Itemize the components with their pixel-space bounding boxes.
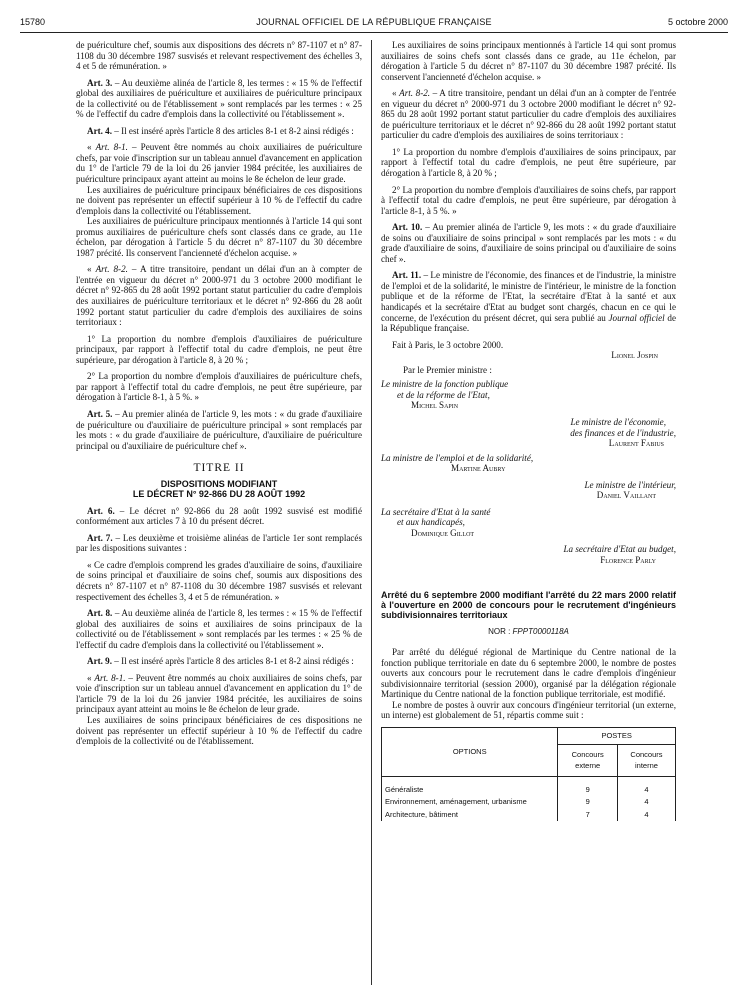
- article-8-2: « Art. 8-2. – A titre transitoire, pendant un délai d'un an à compter de l'entrée en vigueur du décret n° 2000-971 du 3 octobre 2000 modifiant le décret n° 92-865 du 28 août 1992 portant statut particulier du cadre d'emplois des auxiliaires de puériculture territoriaux et le décret n° 92-866 du 28 août 1992 portant statut particulier du cadre d'emplois des auxiliaires de soins territoriaux :: [76, 264, 362, 328]
- signature-jospin: Lionel Jospin: [611, 350, 658, 361]
- paragraph: de puériculture chef, soumis aux dispositions des décrets n° 87-1107 et n° 87-1108 du 30 décembre 1987 susvisés et relevant respectivement des échelles 3, 4 et 5 de rémunération. »: [76, 40, 362, 72]
- page-header: [20, 14, 728, 33]
- paragraph: Les auxiliaires de soins principaux mentionnés à l'article 14 qui sont promus auxiliaires de soins chefs sont classés dans ce grade, au 11e échelon, par dérogation à l'article 5 du décret n° 87-1107 du 30 décembre 1987 précité. Ils conservent l'ancienneté d'échelon acquise. »: [381, 40, 676, 82]
- page-number: 15780: [20, 17, 46, 27]
- paragraph: Les auxiliaires de soins principaux bénéficiaires de ces dispositions ne doivent pas représenter un effectif supérieur à 10 % de l'effectif du cadre d'emplois de la collectivité ou de l'établissement.: [76, 714, 362, 747]
- table-header-interne: Concours interne: [617, 745, 675, 776]
- signature-fabius: Laurent Fabius: [608, 438, 664, 449]
- paragraph: « Ce cadre d'emplois comprend les grades d'auxiliaire de soins, d'auxiliaire de soins principal et d'auxiliaire de soins chef, soumis aux dispositions des décrets n° 87-1107 et n° 87-1108 du 30 décembre 1987 susvisés et relevant respectivement des échelles 3, 4 et 5 de rémunération. »: [76, 559, 362, 602]
- minister-title: Le ministre de l'économie,: [570, 416, 666, 427]
- paragraph: Le nombre de postes à ouvrir aux concours d'ingénieur territorial (un externe, un interne) est globalement de 51, répartis comme suit :: [381, 699, 676, 721]
- paragraph: 1° La proportion du nombre d'emplois d'auxiliaires de puériculture principaux, par rapport à l'effectif total du cadre d'emplois, ne peut être supérieure, par dérogation à l'article 8, à 20 % ;: [76, 333, 362, 365]
- right-column: [381, 40, 676, 821]
- signature-parly: Florence Parly: [600, 554, 656, 565]
- table-header-externe: Concours externe: [558, 745, 618, 776]
- article-8-2-soins: « Art. 8-2. – A titre transitoire, pendant un délai d'un an à compter de l'entrée en vigueur du décret n° 2000-971 du 3 octobre 2000 modifiant le décret n° 92-865 du 28 août 1992 portant statut particulier du cadre d'emplois des auxiliaires de puériculture territoriaux et le décret n° 92-866 du 28 août 1992 portant statut particulier du cadre d'emplois des auxiliaires de soins territoriaux :: [381, 88, 676, 141]
- signature-aubry: Martine Aubry: [451, 463, 506, 474]
- article-8: Art. 8. – Au deuxième alinéa de l'article 8, les termes : « 15 % de l'effectif global des auxiliaires de soins et auxiliaires de soins principaux de la collectivité ou de l'établissement » sont remplacés par les termes : « 25 % de l'effectif du cadre d'emplois dans la collectivité ou l'établissement ».: [76, 608, 362, 650]
- table-row: Généraliste 9 4: [382, 776, 676, 796]
- positions-table: [381, 727, 676, 822]
- paragraph: 2° La proportion du nombre d'emplois d'auxiliaires de puériculture chefs, par rapport à l'effectif total du cadre d'emplois, ne peut être supérieure, par dérogation à l'article 8-1, à 5 %. »: [76, 371, 362, 403]
- on-behalf-label: Par le Premier ministre :: [403, 364, 492, 375]
- article-9: Art. 9. – Il est inséré après l'article 8 des articles 8-1 et 8-2 ainsi rédigés :: [87, 656, 354, 667]
- table-header-options: OPTIONS: [382, 727, 558, 776]
- minister-title: La secrétaire d'Etat au budget,: [563, 544, 676, 555]
- article-8-1-soins: « Art. 8-1. – Peuvent être nommés au choix auxiliaires de soins chefs, par voie d'inscription sur un tableau annuel d'avancement en application du 1° de l'article 79 de la loi du 26 janvier 1984 précitée, les auxiliaires de soins principaux ayant atteint au moins le 8e échelon de leur grade.: [76, 672, 362, 715]
- minister-title: des finances et de l'industrie,: [570, 427, 676, 438]
- issue-date: 5 octobre 2000: [667, 17, 728, 27]
- paragraph: Les auxiliaires de puériculture principaux mentionnés à l'article 14 qui sont promus auxiliaires de puériculture chefs sont classés dans ce grade, au 11e échelon, par dérogation à l'article 5 du décret n° 87-1107 du 30 décembre 1987 précité. Ils conservent l'ancienneté d'échelon acquise. »: [76, 216, 362, 258]
- minister-title: La ministre de l'emploi et de la solidarité,: [381, 452, 534, 463]
- signature-sapin: Michel Sapin: [411, 400, 459, 411]
- article-4: Art. 4. – Il est inséré après l'article 8 des articles 8-1 et 8-2 ainsi rédigés :: [87, 125, 354, 136]
- article-5: Art. 5. – Au premier alinéa de l'article 9, les mots : « du grade d'auxiliaire de puériculture ou d'auxiliaire de puériculture principal » sont remplacés par les mots : « du grade d'auxiliaire de puériculture, d'auxiliaire de puériculture principal ou d'auxiliaire de puériculture chef ».: [76, 408, 362, 451]
- minister-title: Le ministre de la fonction publique: [381, 379, 509, 390]
- signature-gillot: Dominique Gillot: [411, 527, 475, 538]
- section-subtitle: DISPOSITIONS MODIFIANT LE DÉCRET N° 92-866 DU 28 AOÛT 1992: [132, 478, 306, 500]
- place-date: Fait à Paris, le 3 octobre 2000.: [392, 339, 504, 350]
- article-10: Art. 10. – Au premier alinéa de l'article 9, les mots : « du grade d'auxiliaire de soins ou d'auxiliaire de soins principal » sont remplacés par les mots : « du grade d'auxiliaire de soins, d'auxiliaire de soins principal ou d'auxiliaire de soins chef ».: [381, 222, 676, 264]
- left-column: [76, 40, 362, 747]
- table-header-postes: POSTES: [558, 727, 676, 745]
- minister-title: et de la réforme de l'Etat,: [397, 389, 490, 400]
- article-7: Art. 7. – Les deuxième et troisième alinéas de l'article 1er sont remplacés par les dispositions suivantes :: [76, 532, 363, 554]
- paragraph: Par arrêté du délégué régional de Martinique du Centre national de la fonction publique territoriale en date du 6 septembre 2000, le nombre de postes ouverts aux concours pour le recrutement dans le cadre d'emplois d'ingénieur subdivisionnaire territorial (session 2000), organisé par la délégation régionale Martinique du Centre national de la fonction publique territoriale, est modifié.: [381, 646, 676, 700]
- article-6: Art. 6. – Le décret n° 92-866 du 28 août 1992 susvisé est modifié conformément aux articles 7 à 10 du présent décret.: [76, 505, 362, 527]
- article-3: Art. 3. – Au deuxième alinéa de l'article 8, les termes : « 15 % de l'effectif global des auxiliaires de puériculture et auxiliaires de puériculture principaux de la collectivité ou de l'établissement » sont remplacés par les termes : « 25 % de l'effectif du cadre d'emplois dans la collectivité ou l'établissement ».: [76, 77, 362, 120]
- nor-reference: NOR : FPPT0000118A: [488, 627, 569, 637]
- paragraph: 2° La proportion du nombre d'emplois d'auxiliaires de soins chefs, par rapport à l'effectif total du cadre d'emplois, ne peut être supérieure, par dérogation à l'article 8-1, à 5 %. »: [381, 184, 676, 216]
- column-divider: [371, 40, 372, 985]
- paragraph: Les auxiliaires de puériculture principaux bénéficiaires de ces dispositions ne doivent pas représenter un effectif supérieur à 10 % de l'effectif du cadre d'emplois dans la collectivité ou l'établissement.: [76, 184, 362, 216]
- paragraph: 1° La proportion du nombre d'emplois d'auxiliaires de soins principaux, par rapport à l'effectif total du cadre d'emplois, ne peut être supérieure, par dérogation à l'article 8, à 20 % ;: [381, 146, 676, 179]
- section-title: TITRE II: [193, 462, 245, 475]
- table-row: Environnement, aménagement, urbanisme 9 4: [382, 796, 676, 809]
- minister-title: La secrétaire d'Etat à la santé: [381, 506, 491, 517]
- article-8-1: « Art. 8-1. – Peuvent être nommés au choix auxiliaires de puériculture chefs, par voie d'inscription sur un tableau annuel d'avancement en application du 1° de l'article 79 de la loi du 26 janvier 1984 précitée, les auxiliaires de puériculture principaux ayant atteint au moins le 8e échelon de leur grade.: [76, 142, 362, 185]
- signature-vaillant: Daniel Vaillant: [596, 490, 656, 501]
- table-row: Architecture, bâtiment 7 4: [382, 809, 676, 822]
- minister-title: Le ministre de l'intérieur,: [584, 479, 676, 490]
- journal-title: JOURNAL OFFICIEL DE LA RÉPUBLIQUE FRANÇAISE: [256, 17, 492, 27]
- article-11: Art. 11. – Le ministre de l'économie, des finances et de l'industrie, la ministre de l'emploi et de la solidarité, le ministre de l'intérieur, le ministre de la fonction publique et de la réforme de l'Etat, la secrétaire d'Etat à la santé et aux handicapés et la secrétaire d'Etat au budget sont chargés, chacun en ce qui le concerne, de l'exécution du présent décret, qui sera publié au Journal officiel de la République française.: [381, 270, 676, 334]
- minister-title: et aux handicapés,: [397, 517, 465, 528]
- arrete-title: Arrêté du 6 septembre 2000 modifiant l'arrêté du 22 mars 2000 relatif à l'ouverture en 2000 de concours pour le recrutement d'ingénieurs subdivisionnaires territoriaux: [381, 589, 676, 621]
